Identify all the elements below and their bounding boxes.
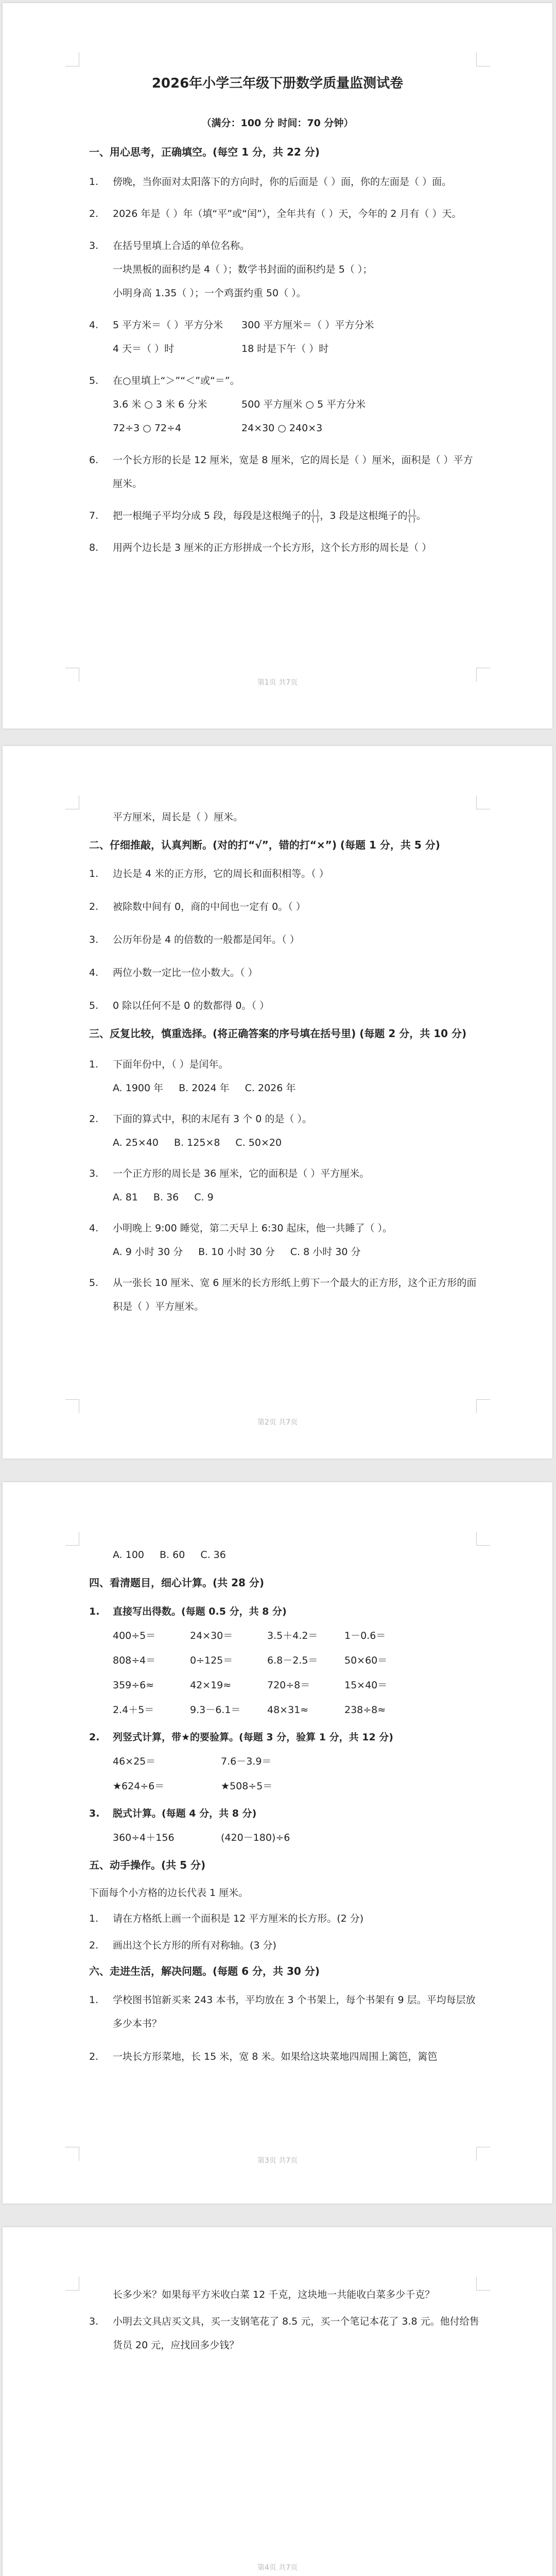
options-line: A. 25×40 B. 125×8 C. 50×20 — [113, 1137, 282, 1148]
question-2-5: 5. 0 除以任何不是 0 的数都得 0。（ ） — [89, 1000, 269, 1011]
section-heading: 六、走进生活，解决问题。(每题 6 分，共 30 分) — [89, 1965, 320, 1977]
exam-subtitle: （满分：100 分 时间：70 分钟） — [201, 117, 354, 129]
oral-calc-row: 400÷5＝ 24×30＝ 3.5＋4.2＝ 1－0.6＝ — [113, 1630, 386, 1641]
section-heading: 五、动手操作。(共 5 分) — [89, 1859, 206, 1871]
section-heading: 四、看清题目，细心计算。(共 28 分) — [89, 1577, 265, 1589]
question-line: 长多少米？如果每平方米收白菜 12 千克，这块地一共能收白菜多少千克？ — [113, 2289, 435, 2300]
question-2-2: 2. 被除数中间有 0，商的中间也一定有 0。（ ） — [89, 901, 306, 912]
question-3-2: 2. 下面的算式中，积的末尾有 3 个 0 的是（ ）。 — [89, 1113, 312, 1125]
fraction-blank: $\frac{( )}{( )}$ — [312, 509, 319, 523]
question-4-3: 3. 脱式计算。(每题 4 分，共 8 分) — [89, 1808, 257, 1819]
question-3-3: 3. 一个正方形的周长是 36 厘米，它的面积是（ ）平方厘米。 — [89, 1168, 370, 1179]
vertical-calc-row: ★624÷6＝ ★508÷5＝ — [113, 1781, 273, 1792]
section-heading: 三、反复比较，慎重选择。(将正确答案的序号填在括号里) (每题 2 分，共 10 分) — [89, 1027, 467, 1040]
section-heading: 一、用心思考，正确填空。(每空 1 分，共 22 分) — [89, 146, 320, 158]
question-5-1: 1. 请在方格纸上画一个面积是 12 平方厘米的长方形。(2 分) — [89, 1913, 364, 1924]
page-footer: 第2页 共7页 — [257, 1418, 298, 1427]
fraction-blank: $\frac{( )}{( )}$ — [408, 509, 415, 523]
page-footer: 第1页 共7页 — [257, 679, 298, 687]
question-1-4: 4. 5 平方米＝（ ）平方分米 300 平方厘米＝（ ）平方分米 — [89, 319, 374, 331]
exam-page-1 — [3, 3, 552, 728]
page-corner-mark — [65, 53, 79, 66]
question-4-2: 2. 列竖式计算，带★的要验算。(每题 3 分，验算 1 分，共 12 分) — [89, 1732, 393, 1743]
exam-title: 2026年小学三年级下册数学质量监测试卷 — [151, 76, 404, 91]
question-2-3: 3. 公历年份是 4 的倍数的一般都是闰年。（ ） — [89, 934, 300, 945]
options-line: A. 81 B. 36 C. 9 — [113, 1192, 214, 1203]
question-line: 4 天＝（ ）时 18 时是下午（ ）时 — [113, 343, 329, 354]
question-1-3: 3. 在括号里填上合适的单位名称。 — [89, 240, 250, 251]
question-line: 平方厘米，周长是（ ）厘米。 — [113, 811, 244, 823]
question-3-4: 4. 小明晚上 9:00 睡觉，第二天早上 6:30 起床，他一共睡了（ ）。 — [89, 1223, 393, 1234]
options-line: A. 9 小时 30 分 B. 10 小时 30 分 C. 8 小时 30 分 — [113, 1246, 361, 1258]
question-1-5: 5. 在○里填上“＞”“＜”或“＝”。 — [89, 375, 240, 386]
page-corner-mark — [476, 1399, 490, 1413]
section-1 — [89, 140, 480, 560]
question-2-1: 1. 边长是 4 米的正方形，它的周长和面积相等。（ ） — [89, 868, 329, 879]
question-1-7: 7. 把一根绳子平均分成 5 段，每段是这根绳子的 $\frac{( )}{( )}$ ，3 段是这根绳子的 $\frac{( )}{( )}$ 。 — [89, 509, 426, 523]
question-3-5: 5. 从一张长 10 厘米、宽 6 厘米的长方形纸上剪下一个最大的正方形，这个正方形的面积是（ ）平方厘米。 — [89, 1277, 477, 1312]
page-corner-mark — [65, 795, 79, 809]
oral-calc-row: 808÷4＝ 0÷125＝ 6.8－2.5＝ 50×60＝ — [113, 1655, 388, 1666]
question-line: 小明身高 1.35（ ）；一个鸡蛋约重 50（ ）。 — [113, 287, 306, 299]
options-line: A. 1900 年 B. 2024 年 C. 2026 年 — [113, 1082, 296, 1094]
question-1-1: 1. 傍晚，当你面对太阳落下的方向时，你的后面是（ ）面，你的左面是（ ）面。 — [89, 176, 452, 188]
page-corner-mark — [65, 1399, 79, 1413]
question-6-1: 1. 学校图书馆新买来 243 本书，平均放在 3 个书架上，每个书架有 9 层。平均每层放多少本书？ — [89, 1994, 476, 2029]
question-line: 3.6 米 ○ 3 米 6 分米 500 平方厘米 ○ 5 平方分米 — [113, 399, 366, 410]
page-3-content — [89, 1543, 480, 2069]
question-1-2: 2. 2026 年是（ ）年（填“平”或“闰”），全年共有（ ）天，今年的 2 月有（ ）天。 — [89, 208, 462, 219]
page-footer: 第4页 共7页 — [257, 2564, 298, 2572]
oral-calc-row: 2.4＋5＝ 9.3－6.1＝ 48×31≈ 238÷8≈ — [113, 1704, 386, 1716]
exam-page-4 — [3, 2227, 552, 2576]
question-1-8: 8. 用两个边长是 3 厘米的正方形拼成一个长方形，这个长方形的周长是（ ） — [89, 542, 432, 553]
question-3-1: 1. 下面年份中，（ ）是闰年。 — [89, 1059, 229, 1070]
question-4-1: 1. 直接写出得数。(每题 0.5 分，共 8 分) — [89, 1606, 287, 1617]
section-heading: 二、仔细推敲，认真判断。(对的打“√”，错的打“×”) (每题 1 分，共 5 分) — [89, 839, 440, 851]
options-line: A. 100 B. 60 C. 36 — [113, 1549, 226, 1561]
question-6-3: 3. 小明去文具店买文具，买一支钢笔花了 8.5 元，买一个笔记本花了 3.8 元。他付给售货员 20 元，应找回多少钱？ — [89, 2316, 479, 2351]
exam-page-2 — [3, 746, 552, 1459]
page-corner-mark — [65, 2277, 79, 2291]
page-footer: 第3页 共7页 — [257, 2157, 298, 2165]
page-corner-mark — [476, 53, 490, 66]
exam-page-3 — [3, 1482, 552, 2204]
question-1-6: 6. 一个长方形的长是 12 厘米，宽是 8 厘米，它的周长是（ ）厘米，面积是（ ）平方厘米。 — [89, 454, 473, 489]
question-2-4: 4. 两位小数一定比一位小数大。（ ） — [89, 967, 258, 978]
step-calc-row: 360÷4＋156 (420－180)÷6 — [113, 1832, 290, 1843]
question-6-2: 2. 一块长方形菜地，长 15 米，宽 8 米。如果给这块菜地四周围上篱笆，篱笆 — [89, 2051, 438, 2062]
question-line: 72÷3 ○ 72÷4 24×30 ○ 240×3 — [113, 422, 323, 434]
section-intro: 下面每个小方格的边长代表 1 厘米。 — [89, 1887, 249, 1899]
vertical-calc-row: 46×25＝ 7.6－3.9＝ — [113, 1756, 272, 1767]
question-5-2: 2. 画出这个长方形的所有对称轴。(3 分) — [89, 1940, 276, 1951]
page-corner-mark — [65, 1532, 79, 1546]
page-2-content — [89, 805, 480, 1318]
oral-calc-row: 359÷6≈ 42×19≈ 720÷8＝ 15×40＝ — [113, 1680, 388, 1691]
page-4-content — [89, 2283, 480, 2357]
question-line: 一块黑板的面积约是 4（ ）；数学书封面的面积约是 5（ ）； — [113, 264, 373, 275]
